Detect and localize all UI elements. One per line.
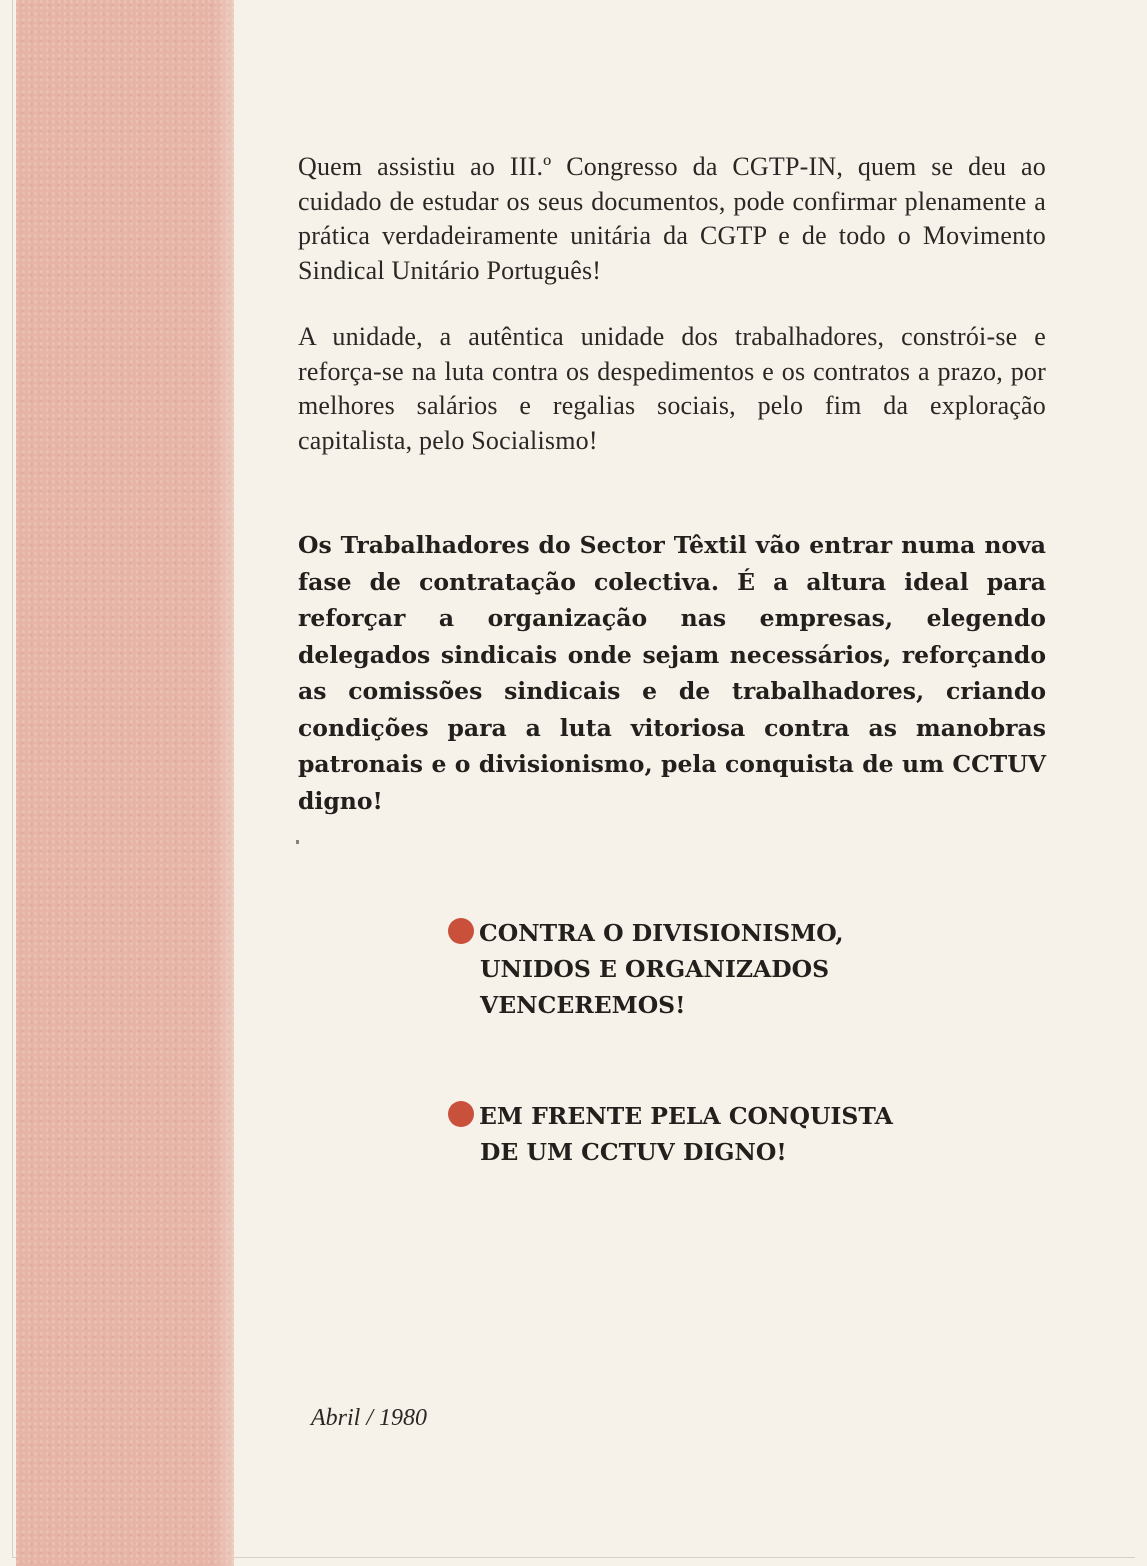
pink-side-band: [16, 0, 234, 1566]
slogan-cctuv: [448, 1098, 1008, 1170]
paragraph-unity: A unidade, a autêntica unidade dos trabalhadores, constrói-se e reforça-se na luta contra os despedimentos e os contratos a prazo, por melhores salários e regalias sociais, pelo fim da exploração capitalista, pelo Socialismo!: [298, 322, 1046, 455]
bullet-dot-icon: [448, 1101, 474, 1127]
paragraph-congress: Quem assistiu ao III.º Congresso da CGTP-IN, quem se deu ao cuidado de estudar os seus documentos, pode confirmar plenamente a prática verdadeiramente unitária da CGTP e de todo o Movimento Sindical Unitário Português!: [298, 152, 1046, 285]
paragraph-textile-workers: Os Trabalhadores do Sector Têxtil vão entrar numa nova fase de contratação colectiva. É a altura ideal para reforçar a organização nas empresas, elegendo delegados sindicais onde sejam necessários, reforçando as comissões sindicais e de trabalhadores, criando condições para a luta vitoriosa contra as manobras patronais e o divisionismo, pela conquista de um CCTUV digno!: [298, 531, 1046, 815]
slogan-text: VENCEREMOS!: [480, 991, 686, 1019]
intro-text: [298, 150, 1046, 458]
slogan-text: UNIDOS E ORGANIZADOS: [480, 955, 830, 983]
slogan-divisionism: [448, 915, 968, 1023]
slogan-text: EM FRENTE PELA CONQUISTA: [479, 1102, 893, 1130]
date-signature: Abril / 1980: [311, 1405, 428, 1431]
slogan-line: [448, 915, 968, 951]
slogan-text: CONTRA O DIVISIONISMO,: [479, 919, 844, 947]
stray-mark: [296, 840, 299, 844]
slogan-text: DE UM CCTUV DIGNO!: [480, 1138, 787, 1166]
bullet-dot-icon: [448, 918, 474, 944]
slogan-line: [448, 1098, 1008, 1134]
